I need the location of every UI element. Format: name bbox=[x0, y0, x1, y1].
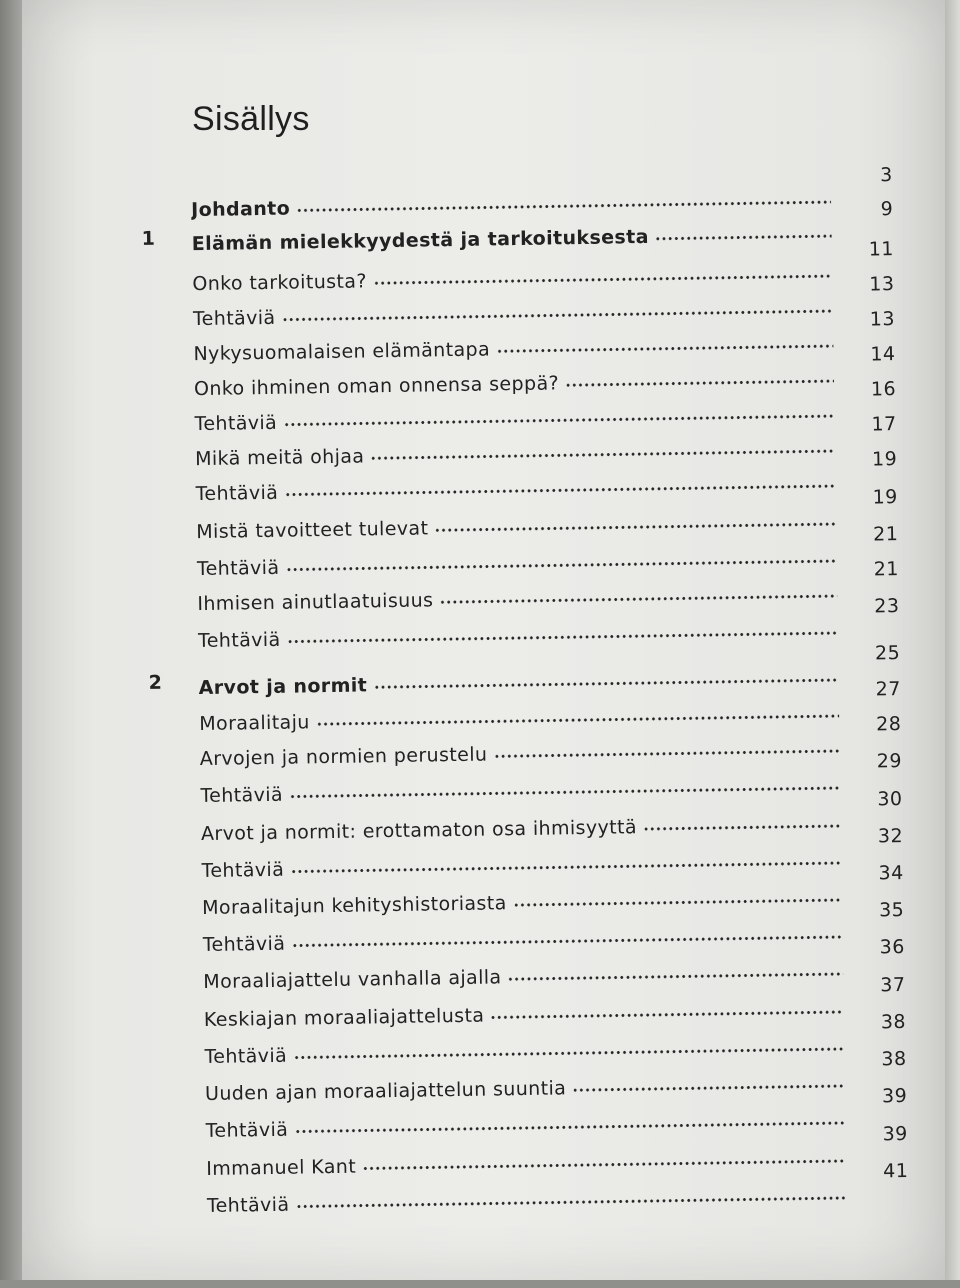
dot-leader bbox=[643, 824, 841, 831]
toc-entry-title: Arvot ja normit: erottamaton osa ihmisyyttä bbox=[201, 816, 643, 845]
toc-entry-label-line bbox=[191, 181, 831, 221]
dot-leader bbox=[490, 1010, 844, 1020]
toc-entry-label-line bbox=[194, 360, 834, 400]
toc-entry-label-line bbox=[207, 1177, 847, 1217]
toc-entry-title: Nykysuomalaisen elämäntapa bbox=[193, 338, 496, 365]
toc-entry-label-line bbox=[199, 695, 839, 735]
dot-leader bbox=[513, 898, 843, 907]
toc-entry-label-line bbox=[193, 325, 833, 365]
toc-entry-label-line bbox=[200, 767, 840, 807]
toc-entry-title: Tehtäviä bbox=[201, 859, 290, 882]
page-number: 13 bbox=[845, 308, 895, 331]
dot-leader bbox=[287, 631, 838, 644]
dot-leader bbox=[284, 484, 835, 497]
toc-entry bbox=[142, 254, 902, 296]
toc-entry-label-line bbox=[200, 730, 840, 770]
toc-entry bbox=[155, 1101, 915, 1143]
page-number: 13 bbox=[844, 273, 894, 296]
toc-entry-title: Tehtäviä bbox=[203, 933, 292, 956]
toc-entry bbox=[147, 574, 907, 616]
toc-entry-title: Immanuel Kant bbox=[206, 1156, 362, 1180]
toc-entry bbox=[156, 1139, 916, 1181]
toc-entry-title: Ihmisen ainutlaatuisuus bbox=[197, 589, 439, 615]
dot-leader bbox=[293, 1047, 844, 1060]
toc-entry-title: Johdanto bbox=[191, 197, 296, 221]
toc-entry-title: Arvojen ja normien perustelu bbox=[200, 743, 494, 770]
page-number: 17 bbox=[846, 413, 896, 436]
toc-entry-title: Mikä meitä ohjaa bbox=[195, 445, 371, 470]
toc-entry-title: Tehtäviä bbox=[197, 557, 286, 580]
dot-leader bbox=[362, 1159, 846, 1171]
page-number: 38 bbox=[856, 1048, 906, 1071]
dot-leader bbox=[373, 274, 833, 285]
toc-entry-title: Tehtäviä bbox=[195, 482, 284, 505]
toc-entry-title: Tehtäviä bbox=[198, 629, 287, 652]
toc-entry bbox=[152, 878, 912, 920]
toc-entry-label-line bbox=[198, 612, 838, 652]
dot-leader bbox=[294, 1121, 845, 1134]
page-number: 35 bbox=[854, 899, 904, 922]
dot-leader bbox=[508, 972, 844, 981]
dot-leader bbox=[373, 678, 838, 689]
toc-entry-title: Onko tarkoitusta? bbox=[192, 270, 373, 295]
page-number: 16 bbox=[846, 378, 896, 401]
dot-leader bbox=[290, 861, 841, 874]
toc-entry-label-line bbox=[197, 575, 837, 615]
page-number: 41 bbox=[858, 1160, 908, 1183]
toc-entry-title: Tehtäviä bbox=[206, 1119, 295, 1142]
toc-entry-label-line bbox=[191, 215, 831, 255]
toc-entry-title: Tehtäviä bbox=[207, 1194, 296, 1217]
page-number: 9 bbox=[843, 198, 893, 221]
toc-entry-label-line bbox=[202, 879, 842, 919]
toc-entry-title: Tehtäviä bbox=[193, 307, 282, 330]
toc-entry bbox=[145, 464, 905, 506]
toc-entry bbox=[151, 841, 911, 883]
toc-entry bbox=[146, 502, 906, 544]
chapter-number: 1 bbox=[141, 227, 171, 249]
toc-entry bbox=[143, 324, 903, 366]
page-number: 30 bbox=[852, 788, 902, 811]
dot-leader bbox=[572, 1084, 845, 1092]
dot-leader bbox=[316, 714, 839, 726]
toc-entry bbox=[145, 429, 905, 471]
page-number: 25 bbox=[850, 642, 900, 665]
toc-entry-label-line bbox=[197, 540, 837, 580]
toc-entry-label-line bbox=[204, 991, 844, 1031]
page-number: 27 bbox=[851, 678, 901, 701]
dot-leader bbox=[370, 449, 835, 460]
toc-entry bbox=[149, 694, 909, 736]
page-number: 39 bbox=[858, 1123, 908, 1146]
toc-entry bbox=[154, 1027, 914, 1069]
page-number: 11 bbox=[844, 238, 894, 261]
toc-entry-title: Tehtäviä bbox=[200, 784, 289, 807]
toc-entry-title: Uuden ajan moraaliajattelun suuntia bbox=[205, 1077, 572, 1105]
page-number: 29 bbox=[852, 750, 902, 773]
page-number: 23 bbox=[849, 595, 899, 618]
dot-leader bbox=[493, 749, 839, 758]
dot-leader bbox=[496, 344, 833, 353]
toc-entry-title: Moraalitaju bbox=[199, 711, 316, 735]
toc-entry-label-line bbox=[192, 255, 832, 295]
toc-entry-label-line bbox=[194, 395, 834, 435]
page-title: Sisällys bbox=[192, 100, 310, 139]
toc-entry bbox=[157, 1176, 917, 1218]
toc-entry-title: Onko ihminen oman onnensa seppä? bbox=[194, 372, 565, 400]
dot-leader bbox=[291, 935, 842, 948]
page-number: 21 bbox=[849, 558, 899, 581]
dot-leader bbox=[434, 522, 836, 532]
toc-entry-label-line bbox=[196, 503, 836, 543]
page-number: 19 bbox=[848, 486, 898, 509]
toc-entry bbox=[154, 990, 914, 1032]
page-number: 38 bbox=[856, 1011, 906, 1034]
page-number: 36 bbox=[855, 936, 905, 959]
page-number: 28 bbox=[851, 713, 901, 736]
dot-leader bbox=[289, 786, 840, 799]
dot-leader bbox=[296, 200, 831, 212]
toc-entry-title: Moraaliajattelu vanhalla ajalla bbox=[203, 966, 508, 993]
toc-entry-title: Moraalitajun kehityshistoriasta bbox=[202, 892, 513, 919]
toc-entry-label-line bbox=[198, 659, 838, 699]
dot-leader bbox=[285, 559, 836, 572]
toc-entry-title: Mistä tavoitteet tulevat bbox=[196, 517, 434, 543]
toc-entry bbox=[151, 804, 911, 846]
toc-entry-label-line bbox=[202, 916, 842, 956]
page-number: 37 bbox=[855, 974, 905, 997]
toc-entry-label-line bbox=[203, 953, 843, 993]
toc-entry bbox=[144, 359, 904, 401]
chapter-number: 2 bbox=[148, 671, 178, 693]
page-number: 21 bbox=[848, 523, 898, 546]
toc-entry bbox=[144, 394, 904, 436]
dot-leader bbox=[439, 594, 837, 604]
page-number: 32 bbox=[853, 825, 903, 848]
toc-entry bbox=[153, 952, 913, 994]
toc-entry bbox=[143, 289, 903, 331]
toc-entry-label-line bbox=[205, 1065, 845, 1105]
dot-leader bbox=[565, 379, 834, 387]
toc-entry bbox=[150, 766, 910, 808]
toc-entry-label-line bbox=[205, 1102, 845, 1142]
toc-entry-title: Tehtäviä bbox=[194, 412, 283, 435]
toc-entry-title: Keskiajan moraaliajattelusta bbox=[204, 1005, 491, 1031]
toc-entry-label-line bbox=[201, 805, 841, 845]
page-number: 14 bbox=[845, 343, 895, 366]
toc-entry-label-line bbox=[204, 1028, 844, 1068]
toc-entry-title: Arvot ja normit bbox=[199, 674, 374, 699]
toc-entry bbox=[147, 539, 907, 581]
toc-entry bbox=[141, 214, 901, 256]
toc-entry-title: Tehtäviä bbox=[204, 1045, 293, 1068]
toc-entry-label-line bbox=[195, 465, 835, 505]
toc-entry-label-line bbox=[193, 290, 833, 330]
toc-entry-label-line bbox=[195, 430, 835, 470]
toc-entry-label-line bbox=[201, 842, 841, 882]
dot-leader bbox=[655, 234, 832, 241]
page-number: 19 bbox=[847, 448, 897, 471]
dot-leader bbox=[281, 309, 832, 322]
toc-entry-title: Elämän mielekkyydestä ja tarkoituksesta bbox=[192, 226, 655, 255]
page-number: 34 bbox=[854, 862, 904, 885]
toc-entry bbox=[148, 658, 908, 700]
dot-leader bbox=[295, 1196, 846, 1209]
toc-entry bbox=[150, 729, 910, 771]
page-number: 3 bbox=[843, 164, 893, 187]
dot-leader bbox=[283, 414, 834, 427]
toc-entry bbox=[148, 611, 908, 653]
page-number: 39 bbox=[857, 1085, 907, 1108]
toc-entry bbox=[155, 1064, 915, 1106]
toc-entry bbox=[152, 915, 912, 957]
toc-entry-label-line bbox=[206, 1140, 846, 1180]
